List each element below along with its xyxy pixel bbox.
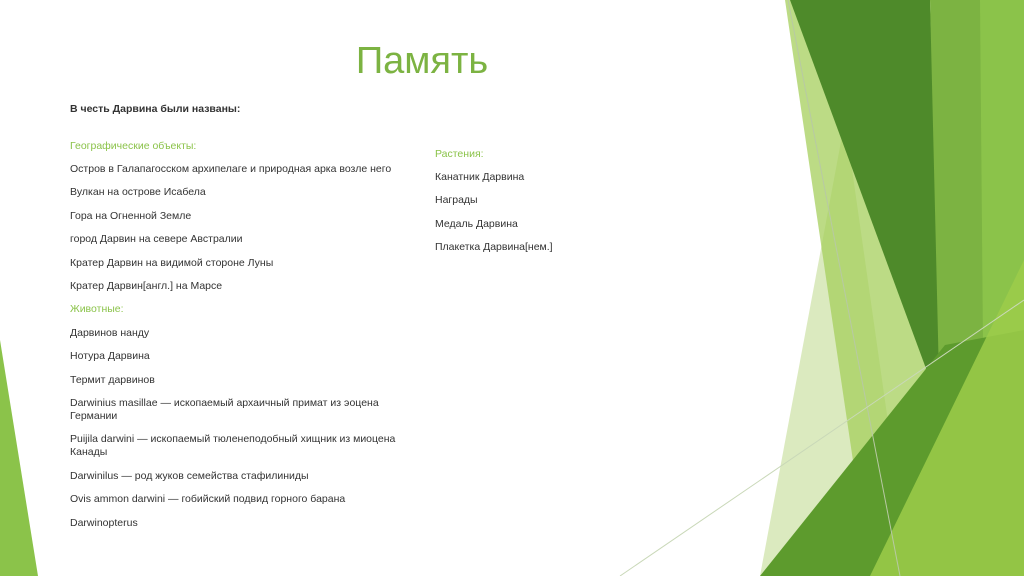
list-item: Остров в Галапагосском архипелаге и природная арка возле него [70,163,392,175]
intro-text: В честь Дарвина были названы: [70,103,241,115]
right-column [435,148,685,268]
list-item: город Дарвин на севере Австралии [70,233,243,245]
list-item: Термит дарвинов [70,374,155,386]
left-green-sliver [0,340,38,576]
list-item: Канатник Дарвина [435,171,525,183]
list-item: Кратер Дарвин[англ.] на Марсе [70,280,223,292]
slide-title: Память [355,40,489,82]
left-column [70,140,430,540]
list-item: Darwinopterus [70,517,138,529]
list-item: Кратер Дарвин на видимой стороне Луны [70,257,274,269]
geo-header: Географические объекты: [70,140,197,152]
list-item: Вулкан на острове Исабела [70,186,206,198]
list-item: Медаль Дарвина [435,218,518,230]
plants-header: Растения: [435,148,484,160]
animals-header: Животные: [70,303,124,315]
list-item: Нотура Дарвина [70,350,150,362]
list-item: Darwinilus — род жуков семейства стафилиниды [70,470,309,482]
list-item: Ovis ammon darwini — гобийский подвид горного барана [70,493,346,505]
awards-header: Награды [435,194,478,206]
list-item: Puijila darwini — ископаемый тюленеподобный хищник из миоцена Канады [70,433,396,458]
list-item: Дарвинов нанду [70,327,150,339]
list-item: Плакетка Дарвина[нем.] [435,241,553,253]
list-item: Darwinius masillae — ископаемый архаичный примат из эоцена Германии [70,397,379,422]
list-item: Гора на Огненной Земле [70,210,192,222]
